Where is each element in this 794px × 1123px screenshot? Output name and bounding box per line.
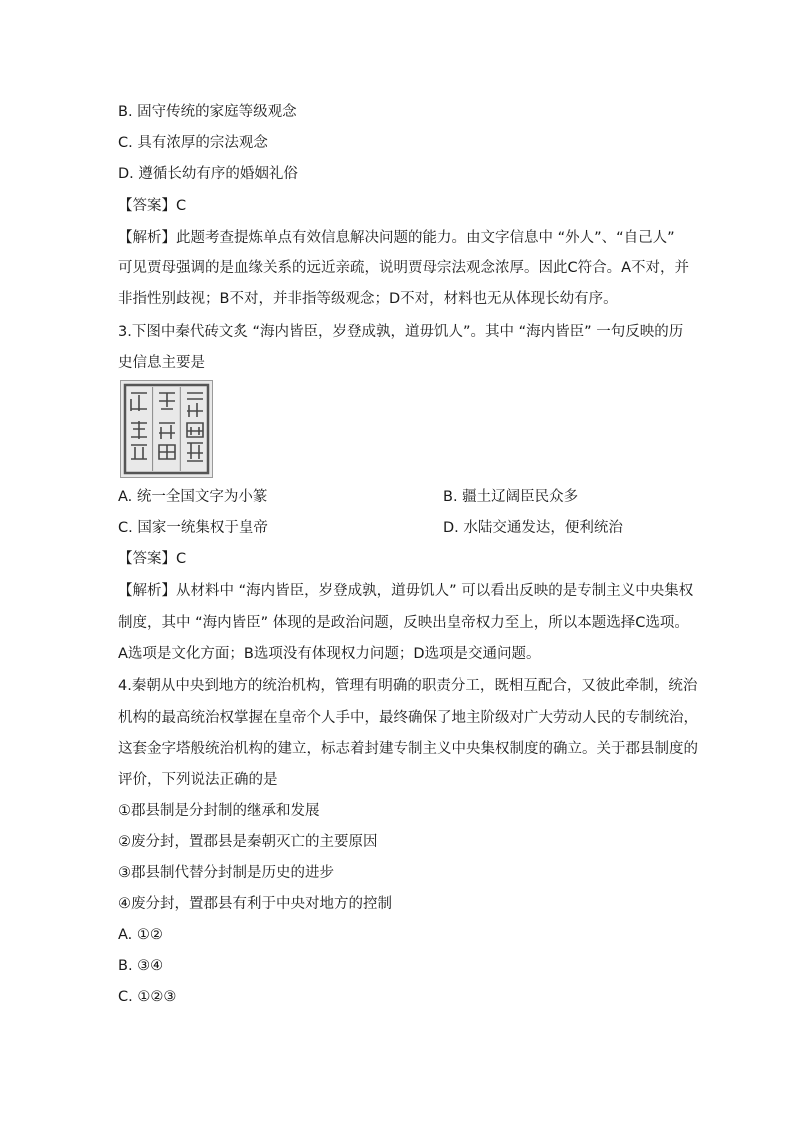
answer-label: 【答案】C [118,198,187,214]
option-c: C. 国家一统集权于皇帝 [118,520,268,536]
qin-brick-inscription-image [120,380,213,478]
question-stem: 4.秦朝从中央到地方的统治机构，管理有明确的职责分工，既相互配合，又彼此牵制，统治 [118,678,698,694]
statement-2: ②废分封，置郡县是秦朝灭亡的主要原因 [118,834,378,850]
seal-icon [121,381,212,477]
analysis-line: 制度，其中 “海内皆臣” 体现的是政治问题，反映出皇帝权力至上，所以本题选择C选项。 [118,615,689,631]
answer-label: 【答案】C [118,551,187,567]
statement-3: ③郡县制代替分封制是历史的进步 [118,865,334,881]
question-stem: 这套金字塔般统治机构的建立，标志着封建专制主义中央集权制度的确立。关于郡县制度的 [118,741,698,757]
analysis-line: 可见贾母强调的是血缘关系的远近亲疏，说明贾母宗法观念浓厚。因此C符合。A不对，并 [118,260,690,276]
option-a: A. ①② [118,927,163,943]
analysis-line: 非指性别歧视；B不对，并非指等级观念；D不对，材料也无从体现长幼有序。 [118,291,618,307]
option-c: C. ①②③ [118,989,177,1005]
question-stem: 评价，下列说法正确的是 [118,772,278,788]
option-d: D. 水陆交通发达，便利统治 [443,520,623,536]
option-b: B. ③④ [118,958,164,974]
question-stem: 3.下图中秦代砖文炙 “海内皆臣，岁登成孰，道毋饥人”。其中 “海内皆臣” 一句反映的历 [118,324,684,340]
option-d: D. 遵循长幼有序的婚姻礼俗 [118,166,298,182]
option-b: B. 固守传统的家庭等级观念 [118,104,297,120]
analysis-line: 【解析】此题考查提炼单点有效信息解决问题的能力。由文字信息中 “外人”、“自己人” [118,230,675,246]
option-a: A. 统一全国文字为小篆 [118,489,268,505]
option-c: C. 具有浓厚的宗法观念 [118,135,268,151]
analysis-line: A选项是文化方面；B选项没有体现权力问题；D选项是交通问题。 [118,646,541,662]
option-b: B. 疆土辽阔臣民众多 [443,489,579,505]
analysis-line: 【解析】从材料中 “海内皆臣，岁登成孰，道毋饥人” 可以看出反映的是专制主义中央集权 [118,583,694,599]
question-stem: 机构的最高统治权掌握在皇帝个人手中，最终确保了地主阶级对广大劳动人民的专制统治， [118,710,698,726]
statement-4: ④废分封，置郡县有利于中央对地方的控制 [118,896,392,912]
question-stem: 史信息主要是 [118,355,205,371]
statement-1: ①郡县制是分封制的继承和发展 [118,803,320,819]
